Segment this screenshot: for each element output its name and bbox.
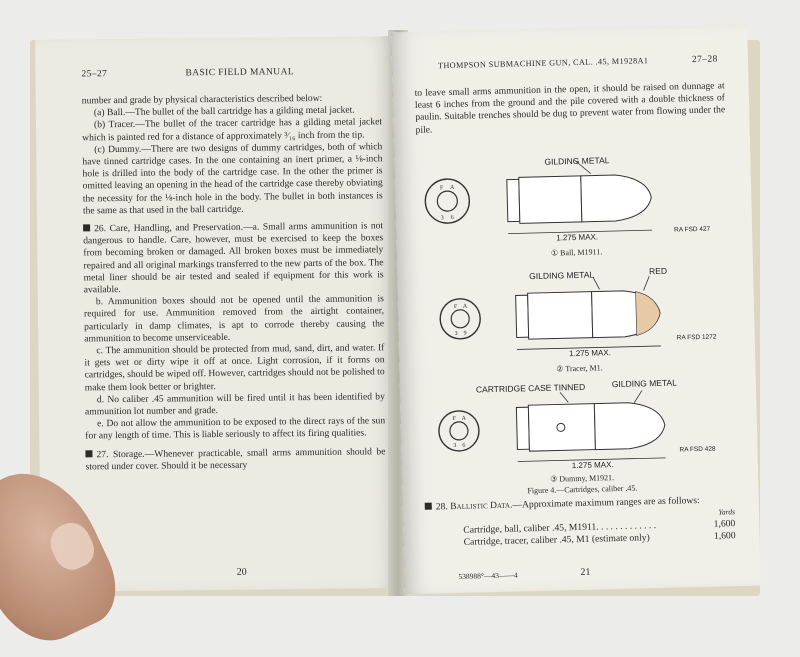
yards-column-label: Yards — [718, 507, 736, 517]
paragraph: (a) Ball.—The bullet of the ball cartridge has a gilding metal jacket. — [93, 104, 355, 119]
figure-caption: ③ Dummy, M1921. — [550, 473, 615, 484]
dimension-label: 1.275 MAX. — [556, 232, 599, 243]
dummy-cartridge-drawing — [420, 374, 742, 478]
section-paragraph: 27. Storage.—Whenever practicable, small arms ammunition should be stored under cover. Should it be necessary — [85, 445, 386, 473]
right-page-number: 21 — [580, 566, 591, 578]
headstamp-6: 6 — [450, 214, 454, 222]
headstamp-3: 3 — [440, 215, 444, 222]
drawing-reference: RA FSD 427 — [674, 225, 711, 234]
ball-cartridge-drawing — [414, 152, 736, 252]
label-gilding-metal: GILDING METAL — [544, 155, 610, 167]
left-page-number: 20 — [236, 566, 247, 578]
table-row: Cartridge, ball, caliber .45, M1911. . . . . . . . . . . . . 1,600 — [463, 518, 736, 536]
section-paragraph: 26. Care, Handling, and Preservation.—a. Small arms ammunition is not dangerous to handle. Care, however, must be exercised to keep the boxes from becoming broken or damaged. All broken boxes must be immediately repaired and all original markings transferred to the new parts of the box. The metal liner should be air tested and sealed if equipment for this work is available. — [83, 220, 384, 296]
headstamp-f: F — [439, 185, 444, 192]
left-page — [35, 36, 399, 592]
section-bullet-icon — [83, 224, 90, 231]
figure-tracer-cartridge — [417, 264, 739, 377]
headstamp-3: 3 — [454, 330, 458, 337]
headstamp-f: F — [453, 303, 458, 310]
label-gilding-metal: GILDING METAL — [529, 269, 595, 282]
dimension-label: 1.275 MAX. — [571, 460, 614, 471]
paragraph: d. No caliber .45 ammunition will be fired until it has been identified by ammunition lot number and grade. — [84, 391, 385, 418]
paragraph: number and grade by physical characteristics described below: — [81, 92, 323, 107]
print-code: 538988°—43——4 — [458, 570, 518, 581]
drawing-reference: RA FSD 428 — [679, 445, 716, 454]
headstamp-f: F — [452, 415, 457, 423]
drawing-reference: RA FSD 1272 — [676, 333, 717, 342]
ballistic-data-section — [425, 494, 736, 550]
left-header-number: 25–27 — [81, 69, 108, 80]
headstamp-3: 3 — [453, 442, 457, 450]
headstamp-9: 9 — [463, 330, 467, 337]
paragraph: (b) Tracer.—The bullet of the tracer cartridge has a gilding metal jacket which is painted red for a distance of approximately ³⁄₁₆ inch from the tip. — [82, 116, 383, 144]
figure-dummy-cartridge — [420, 374, 743, 498]
ballistic-heading: 28. Ballistic Data.—Approximate maximum ranges are as follows: — [425, 494, 735, 514]
label-red: RED — [648, 265, 668, 277]
figure-main-caption: Figure 4.—Cartridges, caliber .45. — [527, 483, 638, 496]
section-bullet-icon — [425, 503, 432, 510]
headstamp-a: A — [461, 415, 467, 422]
paragraph: b. Ammunition boxes should not be opened until the ammunition is required for use. Ammunition removed from the airtight container, particularly in damp climates, is apt to corrode thereby causing the ammunition to become unserviceable. — [83, 293, 385, 345]
right-page — [391, 24, 761, 595]
paragraph: (c) Dummy.—There are two designs of dummy cartridges, both of which have tinned cartridge cases. In the one containing an inert primer, a ⅛-inch hole is drilled into the body of the cartridge case. In the other the primer is omitted leaving an opening in the head of the cartridge case thereby obviating the necessity for the ⅛-inch hole in the body. The bullet in both instances is the same as that used in the ball cartridge. — [82, 141, 383, 217]
headstamp-6: 6 — [462, 442, 466, 449]
right-intro-text — [415, 80, 726, 136]
table-row: Cartridge, tracer, caliber .45, M1 (estimate only) 1,600 — [463, 530, 736, 548]
paragraph: c. The ammunition should be protected from mud, sand, dirt, and water. If it gets wet or dirty wipe it off at once. Light corrosion, if it forms on cartridges, should be wiped off. However, cartridges should not be polished to make them look better or brighter. — [84, 342, 385, 394]
dimension-label: 1.275 MAX. — [568, 348, 611, 359]
right-header-title: THOMPSON SUBMACHINE GUN, CAL. .45, M1928A1 — [437, 56, 649, 71]
label-gilding-metal: GILDING METAL — [611, 377, 677, 390]
paragraph: to leave small arms ammunition in the open, it should be raised on dunnage at least 6 inches from the ground and the pile covered with a double thickness of paulin. Suitable trenches should be dug to prevent water from flowing under the pile. — [414, 80, 726, 136]
headstamp-a: A — [449, 184, 455, 192]
figure-caption: ② Tracer, M1. — [556, 363, 603, 374]
left-header-title: BASIC FIELD MANUAL — [185, 67, 295, 79]
label-cartridge-case-tinned: CARTRIDGE CASE TINNED — [475, 381, 586, 395]
paragraph: e. Do not allow the ammunition to be exposed to the direct rays of the sun for any length of time. This is liable seriously to affect its firing qualities. — [85, 415, 386, 442]
tracer-cartridge-drawing — [417, 264, 739, 368]
headstamp-a: A — [462, 303, 468, 310]
left-body-text — [82, 92, 386, 473]
section-bullet-icon — [85, 450, 92, 457]
figure-caption: ① Ball, M1911. — [550, 247, 603, 258]
figure-ball-cartridge — [414, 152, 736, 261]
right-header-number: 27–28 — [691, 54, 718, 66]
